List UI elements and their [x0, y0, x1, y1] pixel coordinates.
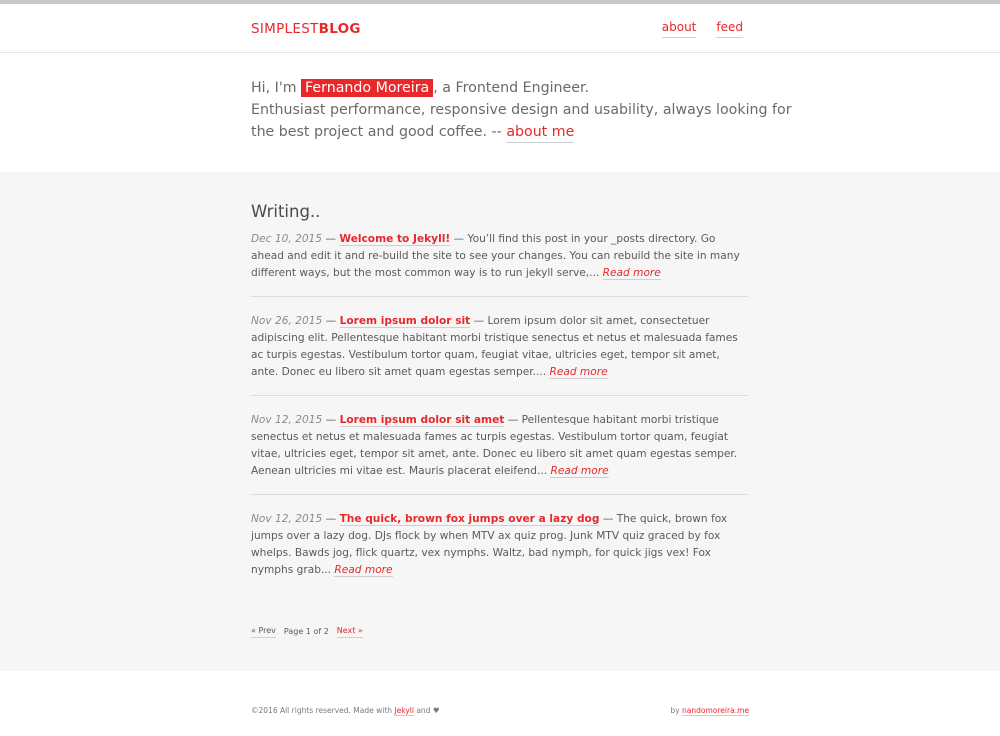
intro-role: , a Frontend Engineer. [433, 80, 590, 96]
footer-credit [670, 706, 749, 715]
pagination [251, 626, 363, 638]
post-title-link[interactable]: Welcome to Jekyll! [339, 233, 451, 245]
logo-bold: BLOG [318, 21, 361, 37]
intro-line-2: Enthusiast performance, responsive design and usability, always looking for [251, 102, 792, 118]
footer-copyright [251, 706, 440, 715]
post-item: Nov 12, 2015 — Lorem ipsum dolor sit amet — Pellentesque habitant morbi tristique senectus et netus et malesuada fames ac turpis egestas. Vestibulum tortor quam, feugiat vitae, ultricies eget, tempor sit amet, ante. Donec eu libero sit amet quam egestas semper. Aenean ultricies mi vitae est. Mauris placerat eleifend... Read more [251, 412, 748, 495]
post-title-link[interactable]: Lorem ipsum dolor sit amet [339, 414, 505, 426]
next-page-link[interactable]: Next » [337, 626, 363, 638]
about-me-link[interactable]: about me [506, 124, 574, 143]
logo-thin: SIMPLEST [251, 21, 319, 37]
post-excerpt: Lorem ipsum dolor sit amet, consectetuer adipiscing elit. Pellentesque habitant morbi tristique senectus et netus et malesuada fames ac turpis egestas. Vestibulum tortor quam, feugiat vitae, ultricies eget, tempor sit amet, ante. Donec eu libero sit amet quam egestas semper.... [251, 315, 738, 378]
prev-page-link[interactable]: « Prev [251, 626, 276, 638]
post-excerpt: The quick, brown fox jumps over a lazy dog. DJs flock by when MTV ax quiz prog. Junk MTV quiz graced by fox whelps. Bawds jog, flick quartz, vex nymphs. Waltz, bad nymph, for quick jigs vex! Fox nymphs grab... [251, 513, 728, 576]
jekyll-link[interactable]: Jekyll [394, 706, 414, 715]
post-item: Nov 12, 2015 — The quick, brown fox jumps over a lazy dog — The quick, brown fox jumps over a lazy dog. DJs flock by when MTV ax quiz prog. Junk MTV quiz graced by fox whelps. Bawds jog, flick quartz, vex nymphs. Waltz, bad nymph, for quick jigs vex! Fox nymphs grab... Read more [251, 513, 728, 576]
nav-about-link[interactable]: about [662, 20, 697, 38]
post-item: Dec 10, 2015 — Welcome to Jekyll! — You’ll find this post in your _posts directory. Go ahead and edit it and re-build the site to see your changes. You can rebuild the site in many different ways, but the most common way is to run jekyll serve,... Read more [251, 231, 748, 297]
section-heading: Writing.. [251, 202, 321, 221]
intro-hi: Hi, I'm [251, 80, 302, 96]
page-indicator: Page 1 of 2 [283, 626, 329, 636]
post-date: Nov 12, 2015 [251, 414, 323, 426]
post-date: Dec 10, 2015 [251, 233, 323, 245]
post-title-link[interactable]: Lorem ipsum dolor sit [339, 315, 471, 327]
intro-line-3-text: the best project and good coffee. -- [251, 124, 507, 140]
intro [0, 53, 1000, 172]
read-more-link[interactable]: Read more [550, 465, 609, 477]
author-site-link[interactable]: nandomoreira.me [682, 706, 749, 715]
by-text: by [670, 706, 683, 715]
site-logo[interactable] [251, 21, 361, 37]
posts-section [0, 172, 1000, 672]
post-date: Nov 26, 2015 [251, 315, 323, 327]
post-excerpt: You’ll find this post in your _posts directory. Go ahead and edit it and re-build the site to see your changes. You can rebuild the site in many different ways, but the most common way is to run jekyll serve,... [251, 233, 740, 279]
intro-line-1 [251, 77, 1000, 99]
post-title-link[interactable]: The quick, brown fox jumps over a lazy dog [339, 513, 600, 525]
nav-feed-link[interactable]: feed [716, 20, 743, 38]
main-nav [662, 20, 743, 38]
copyright-text: ©2016 All rights reserved. Made with [251, 706, 395, 715]
site-header [0, 4, 1000, 53]
author-name: Fernando Moreira [301, 79, 433, 97]
intro-line-3 [251, 121, 1000, 143]
post-excerpt: Pellentesque habitant morbi tristique senectus et netus et malesuada fames ac turpis egestas. Vestibulum tortor quam, feugiat vitae, ultricies eget, tempor sit amet, ante. Donec eu libero sit amet quam egestas semper. Aenean ultricies mi vitae est. Mauris placerat eleifend... [251, 414, 738, 477]
read-more-link[interactable]: Read more [549, 366, 608, 378]
read-more-link[interactable]: Read more [602, 267, 661, 279]
heart-text: and ♥ [413, 706, 440, 715]
post-date: Nov 12, 2015 [251, 513, 323, 525]
site-footer [0, 671, 1000, 736]
post-item: Nov 26, 2015 — Lorem ipsum dolor sit — Lorem ipsum dolor sit amet, consectetuer adipiscing elit. Pellentesque habitant morbi tristique senectus et netus et malesuada fames ac turpis egestas. Vestibulum tortor quam, feugiat vitae, ultricies eget, tempor sit amet, ante. Donec eu libero sit amet quam egestas semper.... Read more [251, 313, 748, 396]
read-more-link[interactable]: Read more [334, 564, 393, 576]
